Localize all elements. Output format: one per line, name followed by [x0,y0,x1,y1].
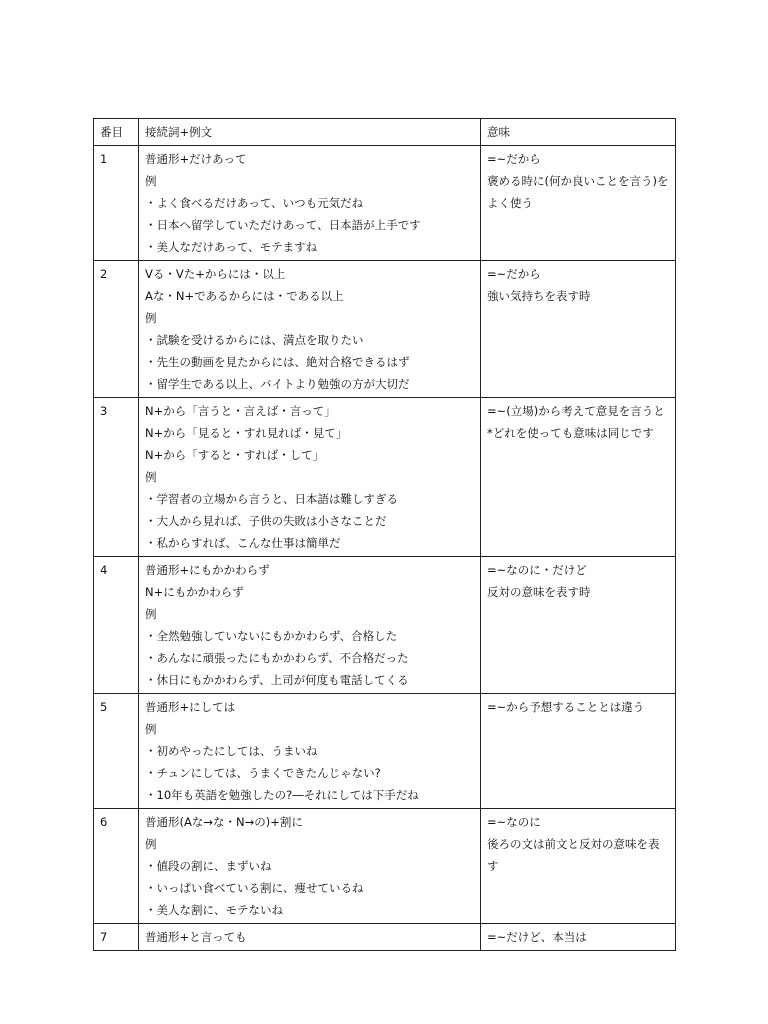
phrase-line: ・初めやったにしては、うまいね [145,744,318,758]
row-number: 7 [94,924,139,951]
phrase-line: ・チュンにしては、うまくできたんじゃない? [145,766,381,780]
phrase-line: 普通形+にもかかわらず [145,563,270,577]
phrase-line: 普通形+と言っても [145,930,247,944]
table-row [94,398,676,557]
phrase-line: 例 [145,837,157,851]
phrase-line: ・日本へ留学していただけあって、日本語が上手です [145,218,421,232]
row-number: 1 [94,146,139,261]
meaning-line: =~から予想することとは違う [487,700,645,714]
phrase-line: 普通形(Aな→な・N→の)+割に [145,815,303,829]
phrase-line: Vる・Vた+からには・以上 [145,267,286,281]
meaning-line: 褒める時に(何か良いことを言う)をよく使う [487,174,669,210]
row-meaning-cell [481,261,676,398]
row-meaning-cell [481,809,676,924]
row-meaning-cell [481,146,676,261]
meaning-line: =~なのに・だけど [487,563,587,577]
phrase-line: ・私からすれば、こんな仕事は簡単だ [145,536,341,550]
row-phrase-cell [139,261,481,398]
meaning-line: =~だから [487,267,541,281]
row-meaning-cell [481,557,676,694]
phrase-line: 普通形+だけあって [145,152,247,166]
header-number: 番目 [94,119,139,146]
phrase-line: N+にもかかわらず [145,585,244,599]
row-phrase-cell [139,557,481,694]
meaning-line: =~だけど、本当は [487,930,587,944]
row-phrase-cell [139,146,481,261]
row-number: 5 [94,694,139,809]
phrase-line: 普通形+にしては [145,700,236,714]
phrase-line: ・学習者の立場から言うと、日本語は難しすぎる [145,492,398,506]
phrase-line: ・よく食べるだけあって、いつも元気だね [145,196,364,210]
row-phrase-cell [139,924,481,951]
phrase-line: ・留学生である以上、バイトより勉強の方が大切だ [145,377,410,391]
phrase-line: N+から「見ると・すれ見れば・見て」 [145,426,348,440]
phrase-line: 例 [145,311,157,325]
table-body [94,146,676,951]
row-meaning-cell [481,398,676,557]
row-number: 3 [94,398,139,557]
phrase-line: ・大人から見れば、子供の失敗は小さなことだ [145,514,387,528]
phrase-line: ・試験を受けるからには、満点を取りたい [145,333,364,347]
phrase-line: ・美人な割に、モテないね [145,903,283,917]
grammar-table [93,118,676,951]
row-meaning-cell [481,924,676,951]
phrase-line: ・あんなに頑張ったにもかかわらず、不合格だった [145,651,409,665]
row-phrase-cell [139,809,481,924]
phrase-line: ・休日にもかかわらず、上司が何度も電話してくる [145,673,409,687]
row-meaning-cell [481,694,676,809]
meaning-line: 強い気持ちを表す時 [487,289,591,303]
table-row [94,924,676,951]
phrase-line: ・全然勉強していないにもかかわらず、合格した [145,629,398,643]
meaning-line: 反対の意味を表す時 [487,585,591,599]
phrase-line: Aな・N+であるからには・である以上 [145,289,344,303]
table-row [94,694,676,809]
meaning-line: =~(立場)から考えて意見を言うと [487,404,665,418]
row-phrase-cell [139,694,481,809]
table-row [94,809,676,924]
table-row [94,261,676,398]
phrase-line: ・いっぱい食べている割に、痩せているね [145,881,364,895]
row-number: 4 [94,557,139,694]
meaning-line: =~だから [487,152,541,166]
phrase-line: 例 [145,174,157,188]
table-row [94,146,676,261]
table-header-row [94,119,676,146]
header-meaning: 意味 [481,119,676,146]
phrase-line: 例 [145,607,157,621]
meaning-line: 後ろの文は前文と反対の意味を表す [487,837,660,873]
phrase-line: ・美人なだけあって、モテますね [145,240,318,254]
table-row [94,557,676,694]
phrase-line: 例 [145,722,157,736]
header-phrase: 接続詞+例文 [139,119,481,146]
phrase-line: ・値段の割に、まずいね [145,859,272,873]
phrase-line: N+から「言うと・言えば・言って」 [145,404,336,418]
phrase-line: ・先生の動画を見たからには、絶対合格できるはず [145,355,410,369]
phrase-line: ・10年も英語を勉強したの?―それにしては下手だね [145,788,419,802]
row-number: 2 [94,261,139,398]
phrase-line: N+から「すると・すれば・して」 [145,448,325,462]
row-phrase-cell [139,398,481,557]
row-number: 6 [94,809,139,924]
meaning-line: *どれを使っても意味は同じです [487,426,654,440]
meaning-line: =~なのに [487,815,541,829]
phrase-line: 例 [145,470,157,484]
